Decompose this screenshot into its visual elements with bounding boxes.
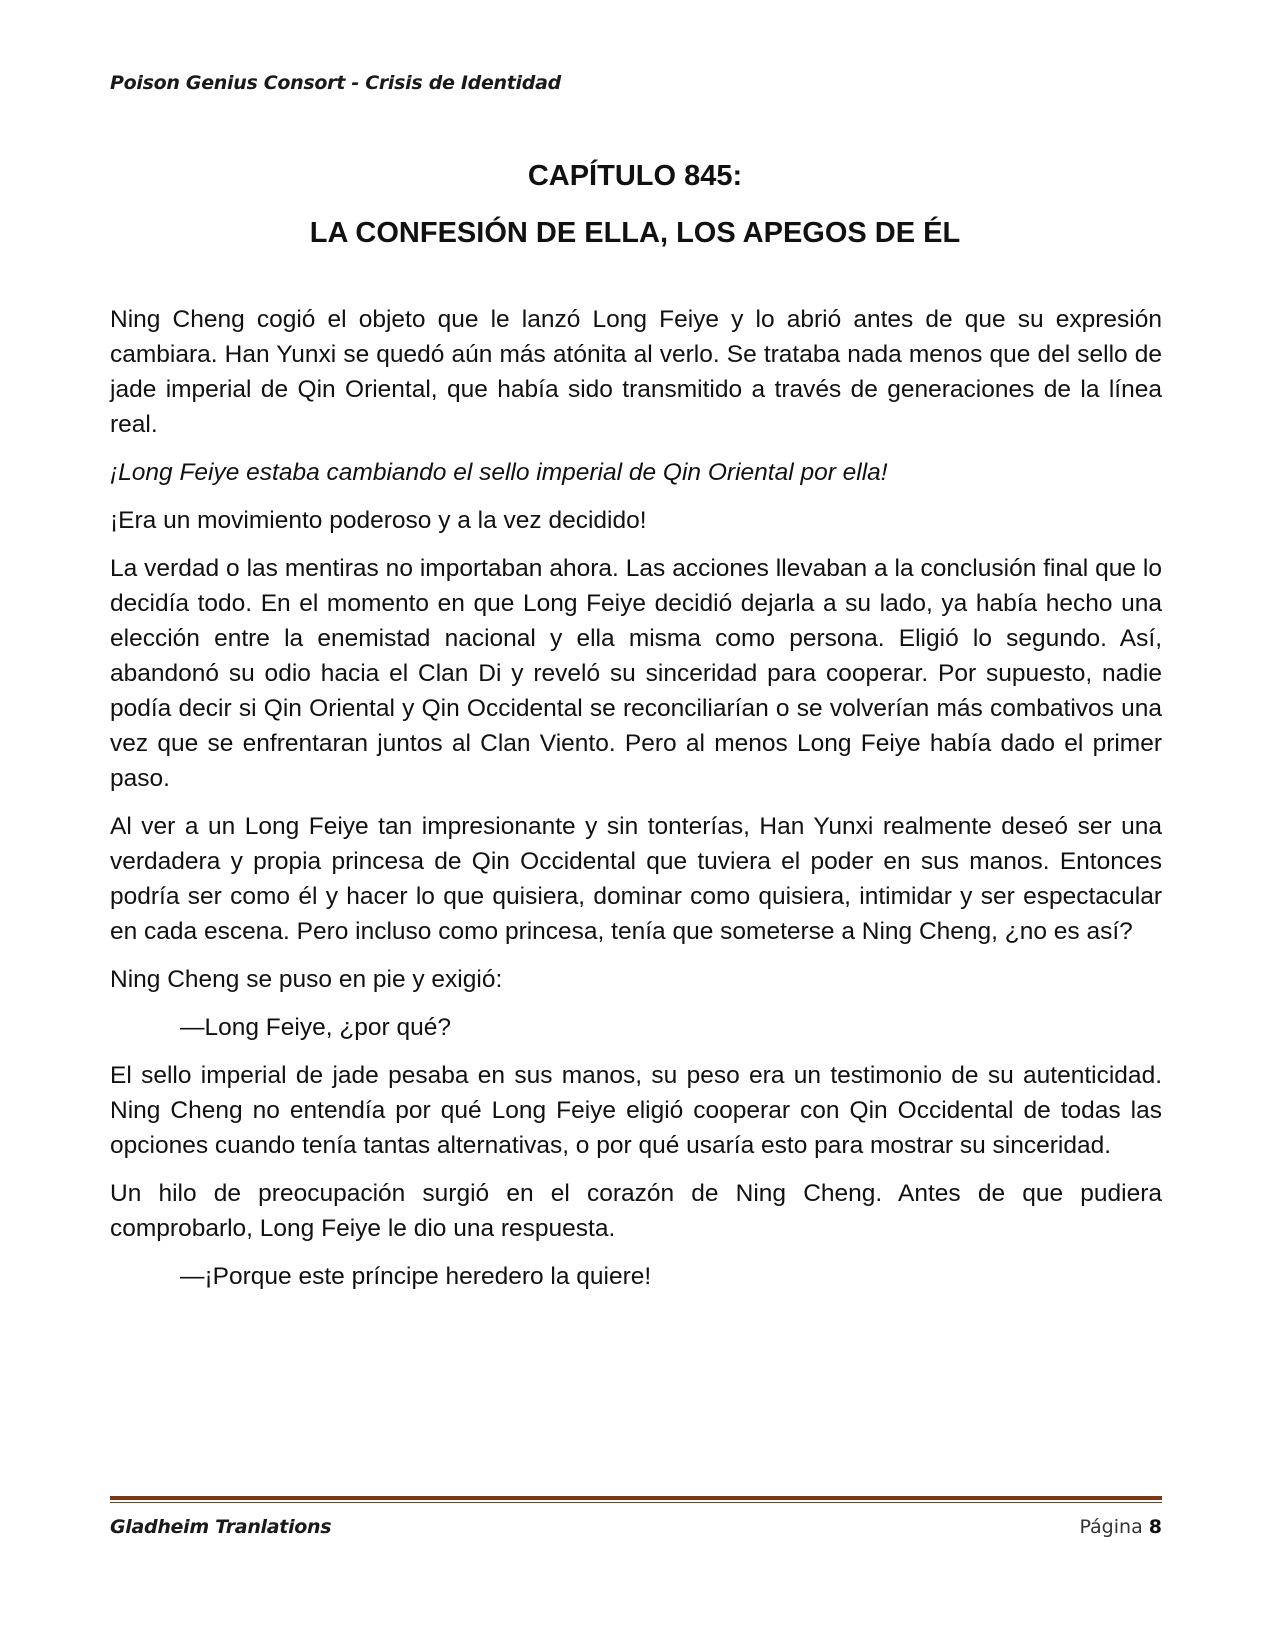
chapter-body [110, 302, 1162, 1307]
chapter-number: CAPÍTULO 845: [527, 160, 743, 192]
paragraph: Ning Cheng cogió el objeto que le lanzó Long Feiye y lo abrió antes de que su expresión cambiara. Han Yunxi se quedó aún más atónita al verlo. Se trataba nada menos que del sello de jade imperial de Qin Oriental, que había sido transmitido a través de generaciones de la línea real. [110, 306, 1162, 438]
page-number-block [1079, 1516, 1162, 1538]
paragraph: El sello imperial de jade pesaba en sus manos, su peso era un testimonio de su autenticidad. Ning Cheng no entendía por qué Long Feiye eligió cooperar con Qin Occidental de todas las opciones cuando tenía tantas alternativas, o por qué usaría esto para mostrar su sinceridad. [110, 1062, 1162, 1159]
paragraph-italic-thought: ¡Long Feiye estaba cambiando el sello imperial de Qin Oriental por ella! [110, 459, 888, 486]
page-number: 8 [1148, 1516, 1162, 1538]
running-header: Poison Genius Consort - Crisis de Identidad [110, 72, 561, 94]
chapter-title: LA CONFESIÓN DE ELLA, LOS APEGOS DE ÉL [309, 217, 961, 249]
footer-credit: Gladheim Tranlations [110, 1516, 332, 1538]
footer-divider [110, 1496, 1162, 1500]
chapter-heading [110, 148, 1160, 262]
page-label: Página [1079, 1516, 1143, 1538]
paragraph: Ning Cheng se puso en pie y exigió: [110, 966, 503, 993]
paragraph: Un hilo de preocupación surgió en el corazón de Ning Cheng. Antes de que pudiera comprobarlo, Long Feiye le dio una respuesta. [110, 1180, 1162, 1242]
dialogue-line: —Long Feiye, ¿por qué? [180, 1014, 452, 1041]
paragraph: Al ver a un Long Feiye tan impresionante y sin tonterías, Han Yunxi realmente deseó ser una verdadera y propia princesa de Qin Occidental que tuviera el poder en sus manos. Entonces podría ser como él y hacer lo que quisiera, dominar como quisiera, intimidar y ser espectacular en cada escena. Pero incluso como princesa, tenía que someterse a Ning Cheng, ¿no es así? [110, 813, 1162, 945]
paragraph: La verdad o las mentiras no importaban ahora. Las acciones llevaban a la conclusión final que lo decidía todo. En el momento en que Long Feiye decidió dejarla a su lado, ya había hecho una elección entre la enemistad nacional y ella misma como persona. Eligió lo segundo. Así, abandonó su odio hacia el Clan Di y reveló su sinceridad para cooperar. Por supuesto, nadie podía decir si Qin Oriental y Qin Occidental se reconciliarían o se volverían más combativos una vez que se enfrentaran juntos al Clan Viento. Pero al menos Long Feiye había dado el primer paso. [110, 555, 1162, 792]
dialogue-line: —¡Porque este príncipe heredero la quiere! [180, 1263, 652, 1290]
footer-divider-thin [110, 1502, 1162, 1503]
paragraph: ¡Era un movimiento poderoso y a la vez decidido! [110, 507, 647, 534]
